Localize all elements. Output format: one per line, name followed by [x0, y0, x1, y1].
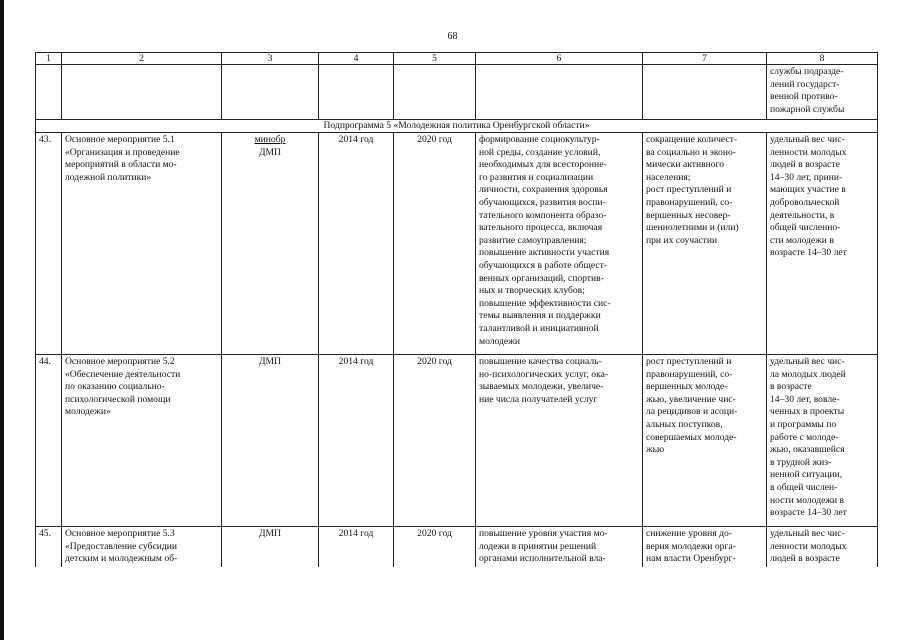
- row-number: 45.: [36, 527, 62, 567]
- column-header: 4: [319, 53, 394, 65]
- indicator: удельный вес чис- ла молодых людей в возрасте 14–30 лет, вовле- ченных в проекты и программы по работе с молоде- жью, оказавшейся в трудной жиз- ненной ситуации, в общей числен- ности молодежи в возрасте 14–30 лет: [767, 355, 878, 527]
- indicator: удельный вес чис- ленности молодых людей в возрасте: [767, 527, 878, 567]
- subprogram-row: [36, 120, 878, 133]
- table-row: [36, 355, 878, 527]
- measure-name: Основное мероприятие 5.3 «Предоставление субсидии детским и молодежным об-: [62, 527, 222, 567]
- column-header: 6: [476, 53, 643, 65]
- measure-name: Основное мероприятие 5.1 «Организация и проведение мероприятий в области мо- лодежной политики»: [62, 133, 222, 355]
- end-year: 2020 год: [394, 133, 476, 355]
- non-implementation-consequence: рост преступлений и правонарушений, со- вершенных молоде- жью, увеличение чис- ла рецидивов и асоци- альных поступков, совершаемых молоде- жью: [643, 355, 767, 527]
- non-implementation-consequence: сокращение количест- ва социально и эконо- мически активного населения; рост преступлений и правонарушений, со- вершенных несовер- шеннолетними и (или) при их соучастии: [643, 133, 767, 355]
- page-left-edge-bar: [0, 0, 4, 640]
- end-year: 2020 год: [394, 355, 476, 527]
- non-implementation-consequence: снижение уровня до- верия молодежи орга- нам власти Оренбург-: [643, 527, 767, 567]
- column-number-row: [36, 53, 878, 65]
- table-row: [36, 133, 878, 355]
- executor: ДМП: [222, 527, 319, 567]
- column-header: 3: [222, 53, 319, 65]
- row-number: 43.: [36, 133, 62, 355]
- start-year: 2014 год: [319, 133, 394, 355]
- executor: минобр ДМП: [222, 133, 319, 355]
- measures-table: [35, 52, 878, 567]
- column-header: 2: [62, 53, 222, 65]
- start-year: 2014 год: [319, 527, 394, 567]
- continuation-row: [36, 65, 878, 120]
- row-number: 44.: [36, 355, 62, 527]
- page-number: 68: [447, 31, 458, 42]
- column-header: 8: [767, 53, 878, 65]
- table-row: [36, 527, 878, 567]
- expected-result: повышение уровня участия мо- лодежи в принятии решений органами исполнительной вла-: [476, 527, 643, 567]
- executor: ДМП: [222, 355, 319, 527]
- subprogram-title: Подпрограмма 5 «Молодежная политика Оренбургской области»: [36, 120, 878, 133]
- expected-result: формирование социокультур- ной среды, создание условий, необходимых для всестороннe- го развития и социализации личности, сохранения здоровья обучающихся, развития воспи- тательного компонента образо- вательного процесса, включая развитие самоуправления; повышение активности участия обучающихся в работе общест- венных организаций, спортив- ных и творческих клубов; повышение эффективности сис- темы выявления и поддержки талантливой и инициативной молодежи: [476, 133, 643, 355]
- expected-result: повышение качества социаль- но-психологических услуг, ока- зываемых молодежи, увеличе- ние числа получателей услуг: [476, 355, 643, 527]
- indicator: удельный вес чис- ленности молодых людей в возрасте 14–30 лет, прини- мающих участие в добровольческой деятельности, в общей численно- сти молодежи в возрасте 14–30 лет: [767, 133, 878, 355]
- measure-name: Основное мероприятие 5.2 «Обеспечение деятельности по оказанию социально- психологической помощи молодежи»: [62, 355, 222, 527]
- start-year: 2014 год: [319, 355, 394, 527]
- column-header: 5: [394, 53, 476, 65]
- column-header: 7: [643, 53, 767, 65]
- end-year: 2020 год: [394, 527, 476, 567]
- column-header: 1: [36, 53, 62, 65]
- continuation-indicator: службы подразде- лений государст- венной противо- пожарной службы: [767, 65, 878, 120]
